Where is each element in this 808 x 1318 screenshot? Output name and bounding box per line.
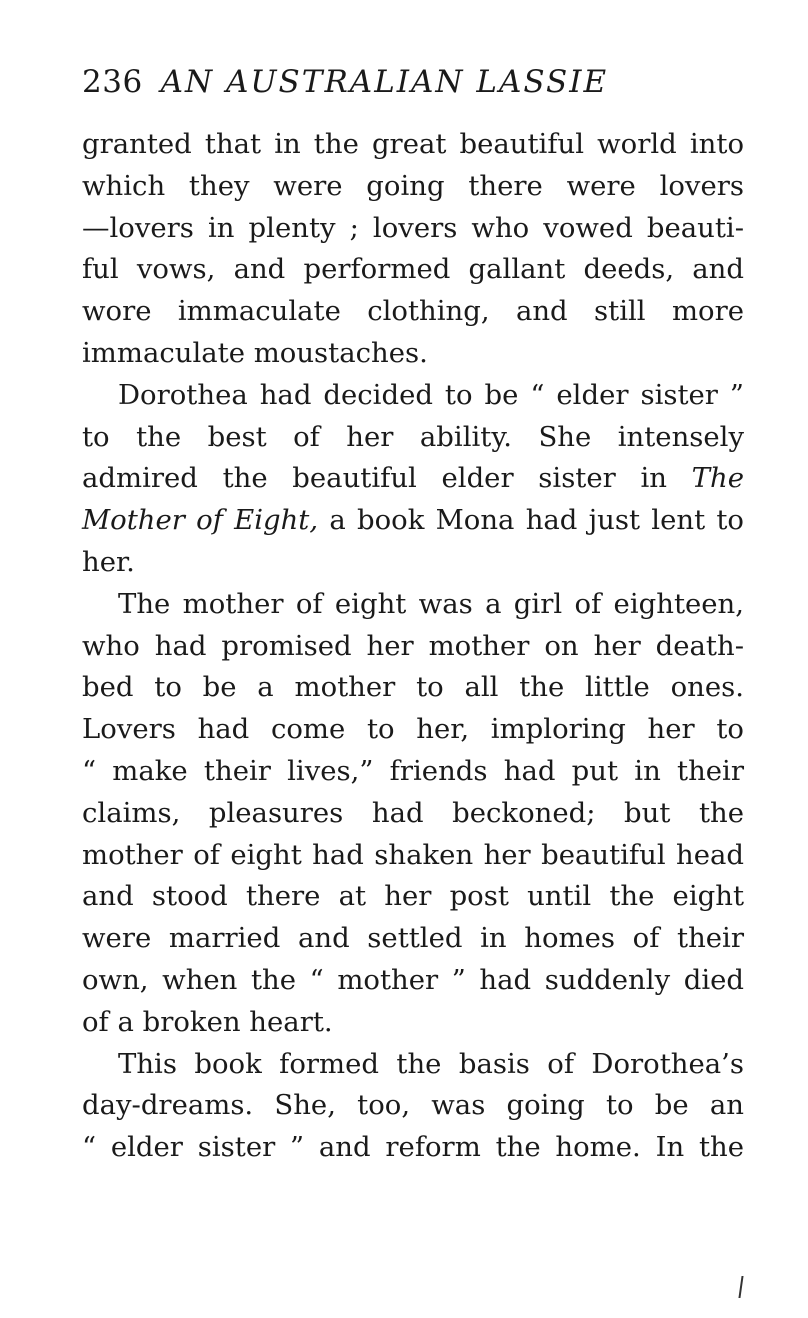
text-line: The mother of eight was a girl of eighteen, [118, 587, 744, 620]
text-line: who had promised her mother on her death- [82, 629, 744, 662]
text-line [82, 458, 744, 500]
paragraph-1 [82, 124, 744, 375]
text-line: Dorothea had decided to be “ elder sister ” [118, 378, 744, 411]
text-segment: admired the beautiful elder sister in [82, 462, 667, 495]
text-line: This book formed the basis of Dorothea’s [118, 1047, 744, 1080]
text-segment: a book Mona had just lent to [329, 504, 744, 537]
text-line: to the best of her ability. She intensely [82, 420, 744, 453]
text-line: Lovers had come to her, imploring her to [82, 713, 744, 746]
text-line: ful vows, and performed gallant deeds, and [82, 253, 744, 286]
text-line: granted that in the great beautiful world into [82, 128, 744, 160]
text-line: immaculate moustaches. [82, 336, 428, 369]
text-line: and stood there at her post until the eight [82, 880, 744, 913]
book-title-italic: The [691, 462, 744, 495]
running-head [82, 62, 608, 102]
text-line: her. [82, 545, 135, 578]
text-line: “ make their lives,” friends had put in their [82, 754, 744, 787]
text-line: mother of eight had shaken her beautiful head [82, 838, 744, 871]
paragraph-4 [82, 1044, 744, 1169]
text-line: own, when the “ mother ” had suddenly died [82, 963, 744, 996]
text-line: wore immaculate clothing, and still more [82, 295, 744, 328]
text-line [82, 500, 744, 542]
text-line: —lovers in plenty ; lovers who vowed beauti- [82, 211, 744, 244]
text-line: were married and settled in homes of their [82, 922, 744, 955]
page-number: 236 [82, 64, 143, 100]
text-line: of a broken heart. [82, 1005, 333, 1038]
body-text [82, 124, 744, 1169]
ink-mark [738, 1276, 743, 1298]
text-line: which they were going there were lovers [82, 169, 744, 202]
text-line: “ elder sister ” and reform the home. In the [82, 1131, 744, 1164]
text-line: claims, pleasures had beckoned; but the [82, 796, 744, 829]
book-title-italic: Mother of Eight, [82, 504, 319, 537]
paragraph-2 [82, 375, 744, 584]
paragraph-3 [82, 584, 744, 1044]
text-line: day-dreams. She, too, was going to be an [82, 1089, 744, 1122]
running-title: AN AUSTRALIAN LASSIE [160, 64, 609, 100]
text-line: bed to be a mother to all the little ones. [82, 671, 744, 704]
